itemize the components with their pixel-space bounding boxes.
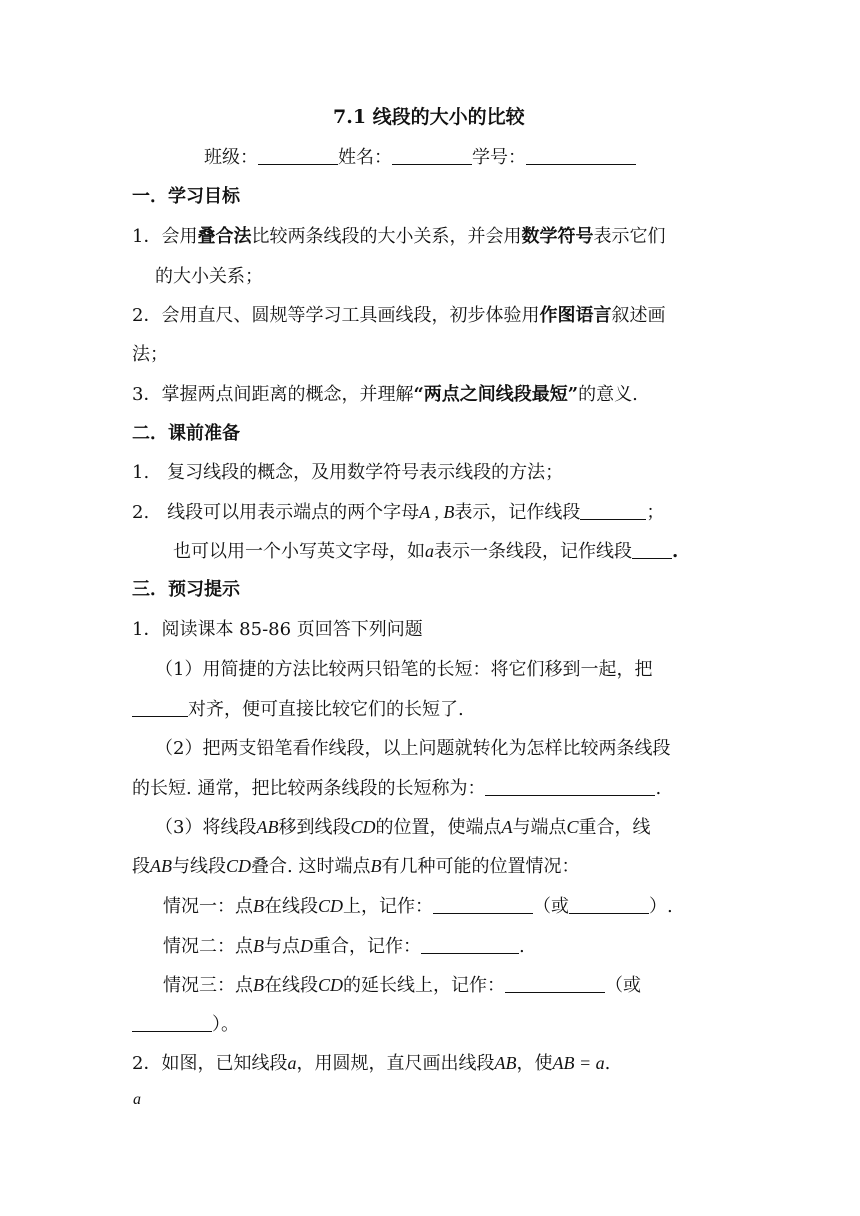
goal-2-text-a: 2．会用直尺、圆规等学习工具画线段，初步体验用: [132, 305, 540, 326]
section-heading-preparation: 二．课前准备: [132, 423, 240, 444]
case-2-text-a: 情况二：点: [163, 936, 253, 957]
case-2-var-2: D: [300, 936, 313, 956]
q3-text-c: 的位置，使端点: [375, 817, 502, 838]
question-3: [155, 818, 650, 837]
case-3-blank-2[interactable]: [132, 1015, 212, 1032]
task-2-text-b: ，用圆规，直尺画出线段: [296, 1053, 495, 1074]
case-3: [163, 976, 641, 995]
goal-1-text-b: 比较两条线段的大小关系，并会用: [251, 226, 522, 247]
case-3-text-d: （或: [605, 975, 642, 996]
q3-var-2: CD: [350, 817, 376, 837]
case-3-text-e: ）。: [212, 1014, 239, 1035]
goal-2-cont: 法；: [132, 344, 168, 365]
case-2-blank[interactable]: [421, 937, 519, 954]
prep-2-end: ；: [646, 502, 665, 523]
question-1-text-b: 对齐，便可直接比较它们的长短了.: [188, 699, 464, 720]
goal-3: [132, 386, 638, 404]
id-blank[interactable]: [526, 148, 636, 165]
goal-1-text-c: 表示它们: [593, 226, 666, 247]
task-2-var-1: a: [287, 1053, 297, 1073]
goal-3-text-b: 的意义.: [578, 384, 638, 405]
case-2: [163, 937, 525, 956]
q3-var-5: AB: [150, 856, 172, 876]
case-1-var-2: CD: [318, 896, 344, 916]
prep-1: 1. 复习线段的概念，及用数学符号表示线段的方法；: [132, 462, 564, 483]
read-instruction: 1．阅读课本 85-86 页回答下列问题: [132, 619, 423, 640]
prep-3-blank[interactable]: [632, 542, 672, 559]
case-3-cont: [132, 1015, 239, 1034]
question-2-cont: [132, 779, 661, 798]
q3-text-b: 移到线段: [278, 817, 351, 838]
question-1-cont: [132, 700, 464, 719]
prep-2-text-a: 2. 线段可以用表示端点的两个字母: [132, 502, 420, 523]
goal-1: [132, 228, 665, 246]
prep-2-text-b: 表示，记作线段: [454, 502, 581, 523]
goal-3-bold: “两点之间线段最短”: [413, 384, 579, 405]
goal-1-bold-b: 数学符号: [521, 226, 594, 247]
goal-1-cont: 的大小关系；: [155, 266, 263, 287]
q3-var-6: CD: [226, 856, 252, 876]
case-3-text-a: 情况三：点: [163, 975, 253, 996]
id-label: 学号：: [472, 147, 526, 168]
task-2-var-3: AB = a: [552, 1053, 605, 1073]
case-3-blank-1[interactable]: [505, 976, 605, 993]
case-1-text-e: ）.: [649, 896, 673, 917]
question-3-cont: [132, 857, 579, 876]
prep-3-text-b: 表示一条线段，记作线段: [434, 541, 632, 562]
student-info-line: [204, 148, 636, 167]
goal-1-bold-a: 叠合法: [197, 226, 252, 247]
figure-segment-label: a: [133, 1091, 141, 1108]
case-2-end: .: [519, 936, 525, 957]
q3-var-4: C: [566, 817, 579, 837]
task-2-var-2: AB: [494, 1053, 517, 1073]
doc-title: 7.1 线段的大小的比较: [333, 106, 525, 128]
q3-var-3: A: [501, 817, 513, 837]
prep-3: [173, 542, 678, 561]
prep-2-var: A , B: [419, 502, 455, 522]
class-label: 班级：: [204, 147, 258, 168]
question-1-blank[interactable]: [132, 700, 188, 717]
case-1-text-a: 情况一：点: [163, 896, 253, 917]
case-1: [163, 897, 673, 916]
name-blank[interactable]: [392, 148, 472, 165]
q3-var-7: B: [370, 856, 382, 876]
case-1-var-1: B: [253, 896, 264, 916]
case-1-blank-1[interactable]: [433, 897, 533, 914]
case-3-var-2: CD: [318, 975, 344, 995]
goal-1-text-a: 1．会用: [132, 226, 198, 247]
prep-2-blank[interactable]: [580, 503, 646, 520]
case-1-text-c: 上，记作：: [343, 896, 434, 917]
case-2-text-b: 与点: [264, 936, 300, 957]
q3-text-e: 重合，线: [578, 817, 651, 838]
task-2-end: .: [604, 1053, 611, 1074]
goal-2-bold: 作图语言: [539, 305, 612, 326]
q3-text-f: 段: [132, 856, 150, 877]
question-2: （2）把两支铅笔看作线段，以上问题就转化为怎样比较两条线段: [155, 738, 671, 759]
question-2-blank[interactable]: [485, 779, 655, 796]
q3-text-h: 叠合. 这时端点: [251, 856, 371, 877]
section-heading-preview: 三．预习提示: [132, 579, 240, 600]
case-1-text-d: （或: [533, 896, 570, 917]
case-2-var-1: B: [253, 936, 264, 956]
q3-text-d: 与端点: [512, 817, 567, 838]
prep-2: [132, 503, 664, 522]
name-label: 姓名：: [338, 147, 392, 168]
case-1-blank-2[interactable]: [569, 897, 649, 914]
prep-3-end: .: [672, 541, 679, 562]
q3-text-i: 有几种可能的位置情况：: [381, 856, 580, 877]
case-3-text-c: 的延长线上，记作：: [343, 975, 506, 996]
q3-var-1: AB: [256, 817, 279, 837]
section-heading-goals: 一．学习目标: [132, 186, 240, 207]
case-2-text-c: 重合，记作：: [313, 936, 421, 957]
task-2-text-c: ，使: [516, 1053, 553, 1074]
task-2-text-a: 2．如图，已知线段: [132, 1053, 288, 1074]
goal-2: [132, 307, 665, 325]
case-3-text-b: 在线段: [264, 975, 318, 996]
prep-3-text-a: 也可以用一个小写英文字母，如: [173, 541, 425, 562]
case-1-text-b: 在线段: [264, 896, 318, 917]
question-2-end: .: [655, 778, 662, 799]
goal-2-text-b: 叙述画: [611, 305, 666, 326]
case-3-var-1: B: [253, 975, 264, 995]
prep-3-var: a: [425, 541, 434, 561]
task-2: [132, 1054, 610, 1073]
q3-text-g: 与线段: [172, 856, 226, 877]
goal-3-text-a: 3．掌握两点间距离的概念，并理解: [132, 384, 414, 405]
class-blank[interactable]: [258, 148, 338, 165]
question-1: （1）用简捷的方法比较两只铅笔的长短：将它们移到一起，把: [155, 659, 653, 680]
question-2-text-b: 的长短. 通常，把比较两条线段的长短称为：: [132, 778, 486, 799]
q3-text-a: （3）将线段: [155, 817, 257, 838]
